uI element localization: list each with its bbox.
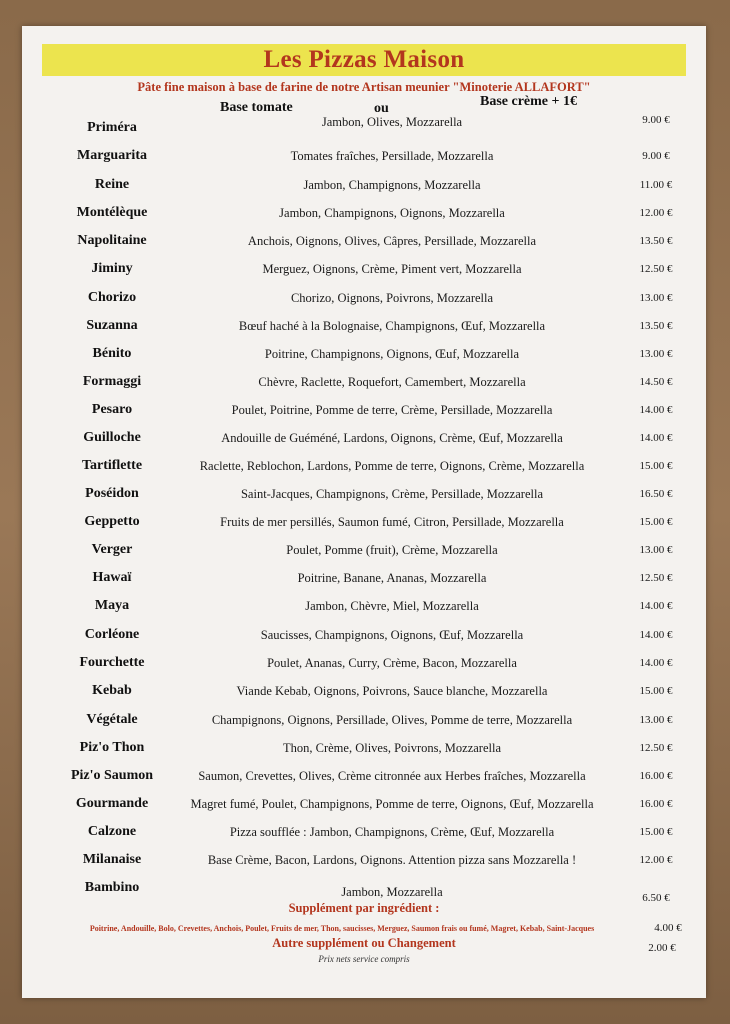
- other-supplement: Autre supplément ou Changement: [272, 936, 456, 950]
- base-tomate-label: Base tomate: [220, 100, 293, 115]
- pizza-ingredients: Poulet, Pomme (fruit), Crème, Mozzarella: [286, 543, 498, 557]
- pizza-row: [22, 314, 706, 338]
- pizza-row: [22, 201, 706, 225]
- pizza-ingredients: Magret fumé, Poulet, Champignons, Pomme de terre, Oignons, Œuf, Mozzarella: [190, 797, 594, 811]
- pizza-price: 14.50 €: [639, 376, 673, 388]
- pizza-row: [22, 454, 706, 478]
- pizza-ingredients: Merguez, Oignons, Crème, Piment vert, Mozzarella: [262, 262, 522, 276]
- pizza-ingredients: Champignons, Oignons, Persillade, Olives, Pomme de terre, Mozzarella: [211, 713, 573, 727]
- pizza-price: 9.00 €: [642, 114, 670, 126]
- pizza-name: Marguarita: [77, 148, 147, 163]
- pizza-ingredients: Anchois, Oignons, Olives, Câpres, Persillade, Mozzarella: [247, 234, 537, 248]
- pizza-name: Poséidon: [85, 486, 139, 501]
- pizza-price: 12.50 €: [639, 742, 673, 754]
- pizza-price: 12.00 €: [639, 207, 673, 219]
- pizza-row: [22, 792, 706, 816]
- subtitle: Pâte fine maison à base de farine de notre Artisan meunier "Minoterie ALLAFORT": [137, 80, 591, 94]
- pizza-name: Verger: [91, 542, 133, 557]
- pizza-name: Maya: [94, 598, 130, 613]
- pizza-name: Piz'o Thon: [79, 740, 145, 755]
- pizza-ingredients: Poitrine, Banane, Ananas, Mozzarella: [297, 571, 487, 585]
- pizza-row: [22, 398, 706, 422]
- pizza-row: [22, 173, 706, 197]
- pizza-row: [22, 736, 706, 760]
- pizza-ingredients: Jambon, Olives, Mozzarella: [321, 115, 463, 129]
- base-or-label: ou: [374, 101, 389, 116]
- pizza-name: Piz'o Saumon: [70, 768, 154, 783]
- pizza-price: 14.00 €: [639, 404, 673, 416]
- pizza-price: 13.00 €: [639, 348, 673, 360]
- pizza-name: Reine: [94, 177, 130, 192]
- pizza-ingredients: Tomates fraîches, Persillade, Mozzarella: [290, 149, 494, 163]
- pizza-row: [22, 342, 706, 366]
- pizza-name: Fourchette: [79, 655, 145, 670]
- pizza-price: 13.00 €: [639, 714, 673, 726]
- pizza-name: Kebab: [92, 683, 132, 698]
- pizza-name: Priméra: [87, 120, 137, 135]
- pizza-ingredients: Saucisses, Champignons, Oignons, Œuf, Mozzarella: [260, 628, 524, 642]
- pizza-ingredients: Jambon, Champignons, Mozzarella: [303, 178, 481, 192]
- pizza-name: Suzanna: [86, 318, 138, 333]
- pizza-price: 14.00 €: [639, 432, 673, 444]
- pizza-row: [22, 257, 706, 281]
- pizza-ingredients: Saumon, Crevettes, Olives, Crème citronnée aux Herbes fraîches, Mozzarella: [198, 769, 586, 783]
- pizza-price: 12.50 €: [639, 572, 673, 584]
- pizza-price: 16.00 €: [639, 770, 673, 782]
- pizza-ingredients: Fruits de mer persillés, Saumon fumé, Citron, Persillade, Mozzarella: [220, 515, 564, 529]
- pizza-row: [22, 538, 706, 562]
- pizza-row: [22, 820, 706, 844]
- pizza-price: 13.00 €: [639, 292, 673, 304]
- prices-note: Prix nets service compris: [318, 954, 410, 964]
- pizza-row: [22, 426, 706, 450]
- pizza-ingredients: Base Crème, Bacon, Lardons, Oignons. Attention pizza sans Mozzarella !: [207, 853, 577, 867]
- pizza-price: 9.00 €: [642, 150, 670, 162]
- pizza-name: Montélèque: [76, 205, 148, 220]
- pizza-ingredients: Viande Kebab, Oignons, Poivrons, Sauce blanche, Mozzarella: [236, 684, 548, 698]
- pizza-ingredients: Thon, Crème, Olives, Poivrons, Mozzarella: [282, 741, 501, 755]
- title-banner: [42, 44, 686, 76]
- pizza-row: [22, 482, 706, 506]
- pizza-price: 11.00 €: [639, 179, 673, 191]
- pizza-name: Calzone: [87, 824, 137, 839]
- pizza-price: 13.50 €: [639, 320, 673, 332]
- menu-sheet: [22, 26, 706, 998]
- pizza-row: [22, 651, 706, 675]
- pizza-ingredients: Poulet, Poitrine, Pomme de terre, Crème, Persillade, Mozzarella: [231, 403, 553, 417]
- page-title: Les Pizzas Maison: [263, 46, 465, 73]
- pizza-name: Guilloche: [83, 430, 141, 445]
- pizza-row: [22, 764, 706, 788]
- pizza-price: 12.50 €: [639, 263, 673, 275]
- pizza-ingredients: Poulet, Ananas, Curry, Crème, Bacon, Mozzarella: [267, 656, 517, 670]
- pizza-ingredients: Raclette, Reblochon, Lardons, Pomme de terre, Oignons, Crème, Mozzarella: [199, 459, 585, 473]
- supplement-title: Supplément par ingrédient :: [288, 901, 440, 915]
- pizza-price: 6.50 €: [642, 892, 670, 904]
- pizza-name: Hawaï: [92, 570, 132, 585]
- pizza-row: [22, 708, 706, 732]
- pizza-price: 13.00 €: [639, 544, 673, 556]
- pizza-ingredients: Jambon, Chèvre, Miel, Mozzarella: [305, 599, 479, 613]
- pizza-price: 12.00 €: [639, 854, 673, 866]
- pizza-name: Chorizo: [87, 290, 137, 305]
- pizza-price: 16.00 €: [639, 798, 673, 810]
- supplement-price: 4.00 €: [654, 922, 682, 934]
- pizza-row: [22, 848, 706, 872]
- pizza-price: 13.50 €: [639, 235, 673, 247]
- pizza-name: Végétale: [86, 712, 138, 727]
- base-creme-label: Base crème + 1€: [480, 94, 577, 109]
- pizza-name: Corléone: [84, 627, 140, 642]
- pizza-ingredients: Poitrine, Champignons, Oignons, Œuf, Mozzarella: [264, 347, 520, 361]
- pizza-row: [22, 594, 706, 618]
- pizza-price: 14.00 €: [639, 600, 673, 612]
- pizza-price: 15.00 €: [639, 685, 673, 697]
- pizza-price: 15.00 €: [639, 826, 673, 838]
- pizza-ingredients: Andouille de Guéméné, Lardons, Oignons, Crème, Œuf, Mozzarella: [221, 431, 563, 445]
- pizza-name: Geppetto: [84, 514, 140, 529]
- pizza-ingredients: Pizza soufflée : Jambon, Champignons, Crème, Œuf, Mozzarella: [229, 825, 555, 839]
- pizza-name: Napolitaine: [77, 233, 147, 248]
- other-supplement-price: 2.00 €: [648, 942, 676, 954]
- pizza-row: [22, 370, 706, 394]
- pizza-name: Bénito: [92, 346, 132, 361]
- pizza-row: [22, 286, 706, 310]
- pizza-row: [22, 510, 706, 534]
- pizza-name: Formaggi: [82, 374, 142, 389]
- pizza-row: [22, 876, 706, 904]
- pizza-name: Milanaise: [82, 852, 142, 867]
- pizza-name: Gourmande: [75, 796, 149, 811]
- pizza-name: Jiminy: [91, 261, 133, 276]
- pizza-price: 16.50 €: [639, 488, 673, 500]
- pizza-row: [22, 566, 706, 590]
- pizza-ingredients: Chèvre, Raclette, Roquefort, Camembert, Mozzarella: [258, 375, 526, 389]
- pizza-ingredients: Chorizo, Oignons, Poivrons, Mozzarella: [290, 291, 494, 305]
- pizza-ingredients: Saint-Jacques, Champignons, Crème, Persillade, Mozzarella: [240, 487, 543, 501]
- pizza-price: 15.00 €: [639, 516, 673, 528]
- pizza-name: Pesaro: [91, 402, 133, 417]
- pizza-name: Tartiflette: [81, 458, 143, 473]
- pizza-row: [22, 679, 706, 703]
- pizza-price: 14.00 €: [639, 629, 673, 641]
- pizza-ingredients: Jambon, Mozzarella: [341, 885, 443, 899]
- pizza-price: 15.00 €: [639, 460, 673, 472]
- pizza-row: [22, 144, 706, 168]
- supplement-list: Poitrine, Andouille, Bolo, Crevettes, Anchois, Poulet, Fruits de mer, Thon, saucisses, Merguez, Saumon frais ou fumé, Magret, Kebab, Saint-Jacques: [89, 924, 595, 933]
- pizza-ingredients: Jambon, Champignons, Oignons, Mozzarella: [279, 206, 505, 220]
- pizza-row: [22, 116, 706, 140]
- pizza-ingredients: Bœuf haché à la Bolognaise, Champignons, Œuf, Mozzarella: [238, 319, 546, 333]
- pizza-row: [22, 623, 706, 647]
- pizza-name: Bambino: [84, 880, 140, 895]
- pizza-price: 14.00 €: [639, 657, 673, 669]
- pizza-row: [22, 229, 706, 253]
